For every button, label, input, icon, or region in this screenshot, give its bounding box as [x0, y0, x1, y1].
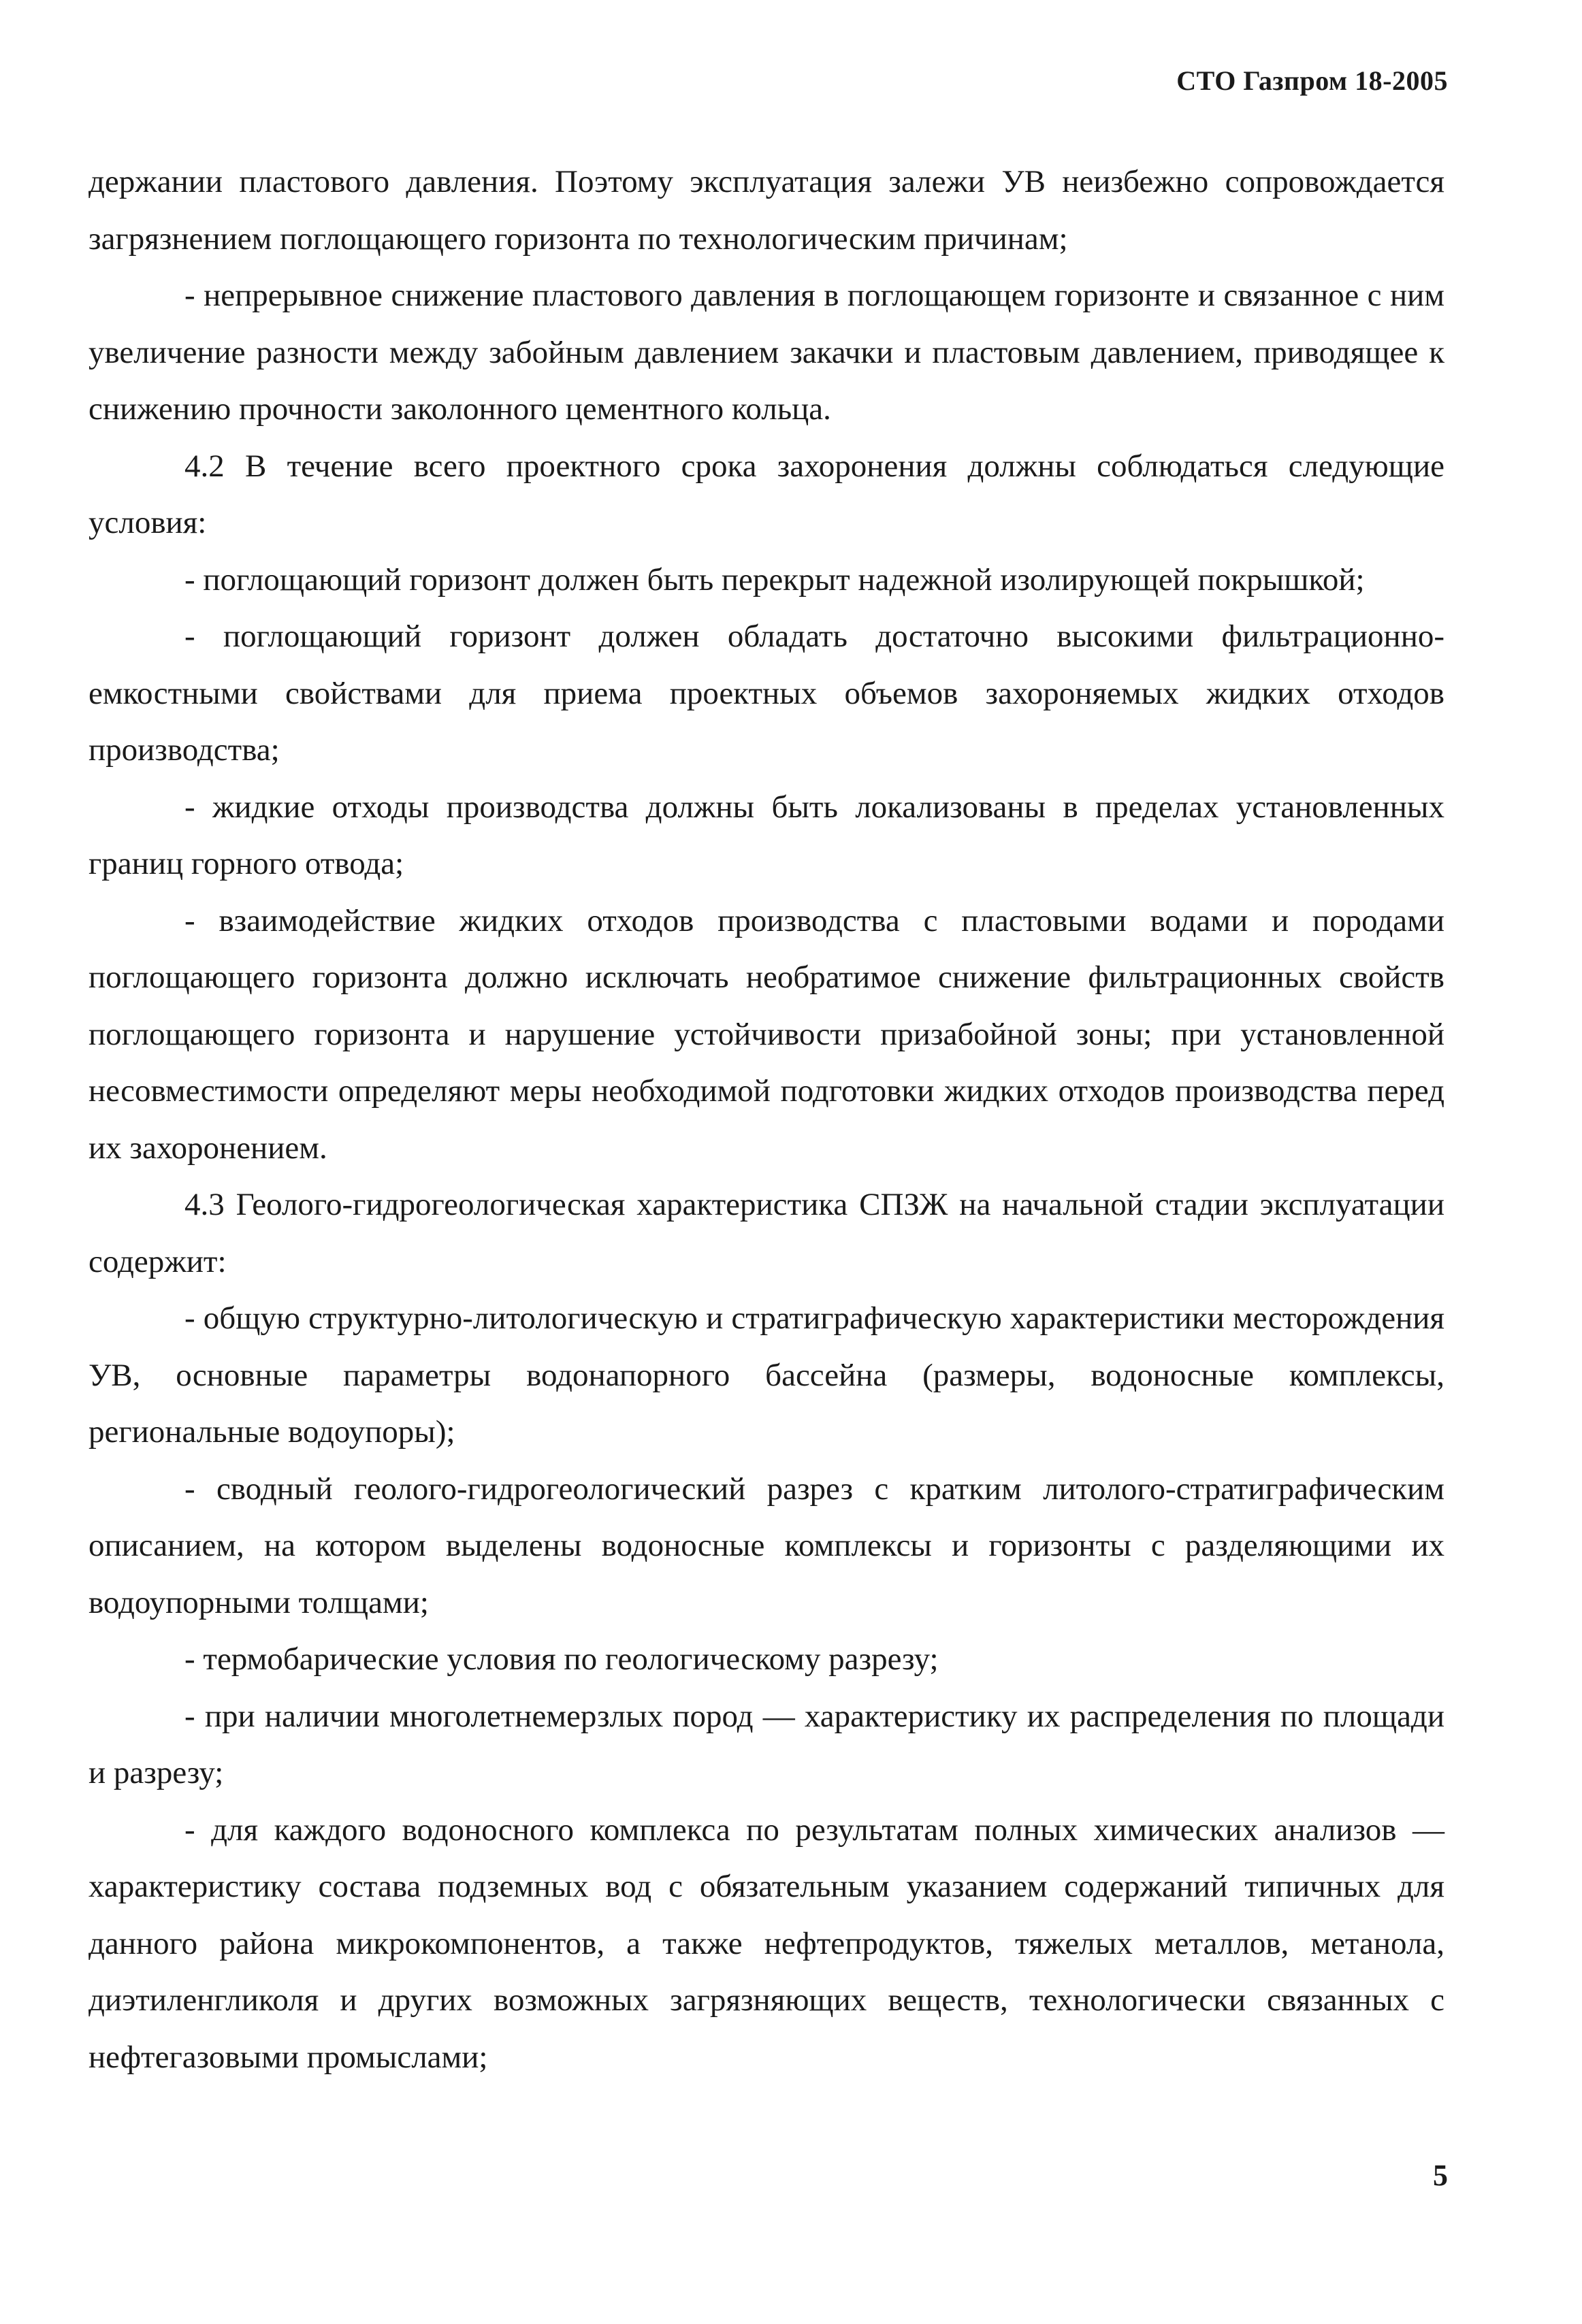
list-item: - при наличии многолетнемерзлых пород — характеристику их распределения по площади и разрезу;	[88, 1698, 1444, 1790]
section-paragraph-4-3: 4.3 Геолого-гидрогеологическая характеристика СПЗЖ на начальной стадии эксплуатации содержит:	[88, 1187, 1444, 1279]
page-number: 5	[1433, 2159, 1448, 2192]
paragraph: держании пластового давления. Поэтому эксплуатация залежи УВ неизбежно сопровождается загрязнением поглощающего горизонта по технологическим причинам;	[88, 164, 1444, 257]
list-item: - для каждого водоносного комплекса по результатам полных химических анализов — характеристику состава подземных вод с обязательным указанием содержаний типичных для данного района микрокомпонентов, а также нефтепродуктов, тяжелых металлов, метанола, диэтиленгликоля и других возможных загрязняющих веществ, технологически связанных с нефтегазовыми промыслами;	[88, 1812, 1444, 2075]
paragraph: - непрерывное снижение пластового давления в поглощающем горизонте и связанное с ним увеличение разности между забойным давлением закачки и пластовым давлением, приводящее к снижению прочности заколонного цементного кольца.	[88, 278, 1444, 427]
list-item: - сводный геолого-гидрогеологический разрез с кратким литолого-стратиграфическим описанием, на котором выделены водоносные комплексы и горизонты с разделяющими их водоупорными толщами;	[88, 1471, 1444, 1620]
list-item: - взаимодействие жидких отходов производства с пластовыми водами и породами поглощающего горизонта должно исключать необратимое снижение фильтрационных свойств поглощающего горизонта и нарушение устойчивости призабойной зоны; при установленной несовместимости определяют меры необходимой подготовки жидких отходов производства перед их захоронением.	[88, 902, 1444, 1166]
document-code-header: СТО Газпром 18-2005	[1176, 65, 1448, 96]
list-item: - термобарические условия по геологическому разрезу;	[184, 1641, 939, 1677]
list-item: - поглощающий горизонт должен обладать достаточно высокими фильтрационно-емкостными свойствами для приема проектных объемов захороняемых жидких отходов производства;	[88, 619, 1444, 768]
document-body	[88, 154, 1444, 2086]
section-paragraph-4-2: 4.2 В течение всего проектного срока захоронения должны соблюдаться следующие условия:	[88, 448, 1444, 540]
list-item: - общую структурно-литологическую и стратиграфическую характеристики месторождения УВ, основные параметры водонапорного бассейна (размеры, водоносные комплексы, региональные водоупоры);	[88, 1300, 1444, 1450]
list-item: - поглощающий горизонт должен быть перекрыт надежной изолирующей покрышкой;	[184, 561, 1365, 598]
list-item: - жидкие отходы производства должны быть локализованы в пределах установленных границ горного отвода;	[88, 789, 1444, 881]
